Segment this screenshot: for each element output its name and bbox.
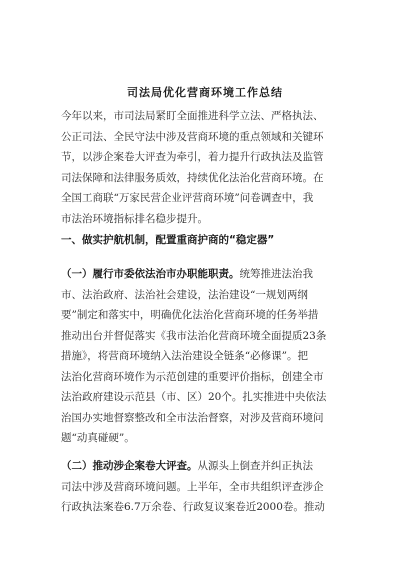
paragraph-line: 法治政府建设示范县（市、区）20个。扎实推进中央依法	[61, 391, 327, 403]
paragraph-lead: （一）履行市委依法治市办职能职责。	[61, 268, 240, 280]
document-title: 司法局优化营商环境工作总结	[127, 86, 283, 99]
intro-line: 今年以来，市司法局紧盯全面推进科学立法、严格执法、	[61, 110, 324, 122]
paragraph-line: 题“动真碰硬”。	[61, 432, 135, 444]
paragraph-line: 要”制定和落实中，明确优化法治化营商环境的任务举措	[61, 309, 319, 321]
intro-line: 司法保障和法律服务质效，持续优化法治化营商环境。在	[61, 171, 324, 184]
paragraph-line: 措施》，将营商环境纳入法治建设全链条“必修课”。把	[61, 350, 308, 362]
intro-paragraph	[61, 106, 355, 229]
section-heading: 一、做实护航机制，配置重商护商的“稳定器”	[61, 234, 275, 246]
intro-line: 全国工商联“万家民营企业评营商环境”问卷调查中，我	[61, 192, 314, 204]
paragraph-first-line	[61, 264, 355, 285]
paragraph-first-line	[61, 456, 355, 477]
paragraph-2	[61, 456, 355, 518]
intro-line: 公正司法、全民守法中涉及营商环境的重点领域和关键环	[61, 130, 324, 143]
paragraph-1	[61, 264, 355, 449]
paragraph-line: 司法中涉及营商环境问题。上半年，全市共组织评查涉企	[61, 480, 324, 493]
paragraph-lead-rest: 从源头上倒查并纠正执法	[197, 460, 313, 472]
paragraph-lead-rest: 统筹推进法治我	[239, 268, 313, 280]
paragraph-lead: （二）推动涉企案卷大评查。	[61, 460, 198, 472]
paragraph-line: 治国办实地督察整改和全市法治督察，对涉及营商环境问	[61, 411, 324, 424]
paragraph-line: 行政执法案卷6.7万余卷、行政复议案卷近2000卷。推动	[61, 501, 325, 513]
intro-line: 市法治环境指标排名稳步提升。	[61, 212, 208, 225]
paragraph-line: 法治化营商环境作为示范创建的重要评价指标，创建全市	[61, 370, 324, 383]
intro-line: 节，以涉企案卷大评查为牵引，着力提升行政执法及监管	[61, 151, 324, 163]
paragraph-line: 市、法治政府、法治社会建设，法治建设“一规划两纲	[61, 288, 308, 301]
paragraph-line: 推动出台并督促落实《我市法治化营商环境全面提质23条	[61, 329, 327, 342]
